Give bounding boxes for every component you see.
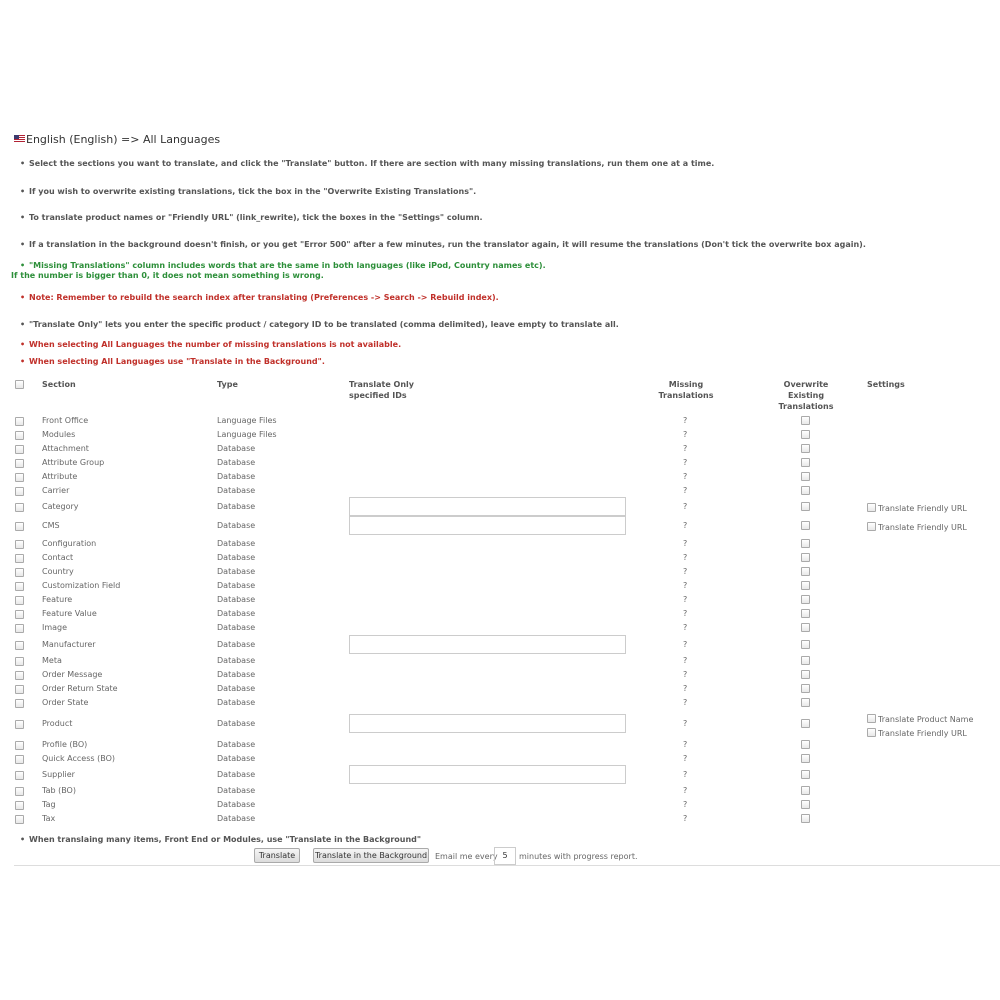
translate-only-ids-input[interactable]: [349, 516, 626, 535]
instruction-text: Note: Remember to rebuild the search index after translating (Preferences -> Search -> Rebuild index).: [29, 293, 499, 302]
row-select-checkbox[interactable]: [15, 624, 24, 633]
section-type: Database: [217, 770, 256, 779]
section-name: Front Office: [42, 416, 89, 425]
section-type: Database: [217, 786, 256, 795]
setting-label: Translate Product Name: [878, 715, 974, 724]
missing-count: ?: [683, 581, 688, 590]
section-name: Tag: [42, 800, 56, 809]
header-translate-only: Translate Only specified IDs: [349, 380, 415, 400]
section-name: Attribute Group: [42, 458, 105, 467]
section-name: Order State: [42, 698, 89, 707]
overwrite-checkbox[interactable]: [801, 770, 810, 779]
row-select-checkbox[interactable]: [15, 657, 24, 666]
overwrite-checkbox[interactable]: [801, 430, 810, 439]
header-settings: Settings: [867, 380, 905, 389]
setting-checkbox[interactable]: [867, 522, 876, 531]
section-type: Database: [217, 567, 256, 576]
translate-only-ids-input[interactable]: [349, 714, 626, 733]
row-select-checkbox[interactable]: [15, 671, 24, 680]
section-type: Database: [217, 698, 256, 707]
row-select-checkbox[interactable]: [15, 582, 24, 591]
bullet: •: [20, 213, 26, 222]
overwrite-checkbox[interactable]: [801, 458, 810, 467]
overwrite-checkbox[interactable]: [801, 640, 810, 649]
section-type: Database: [217, 539, 256, 548]
setting-label: Translate Friendly URL: [878, 729, 967, 738]
row-select-checkbox[interactable]: [15, 787, 24, 796]
missing-count: ?: [683, 800, 688, 809]
overwrite-checkbox[interactable]: [801, 814, 810, 823]
overwrite-checkbox[interactable]: [801, 670, 810, 679]
row-select-checkbox[interactable]: [15, 431, 24, 440]
bullet: •: [20, 293, 26, 302]
bullet: •: [20, 187, 26, 196]
overwrite-checkbox[interactable]: [801, 502, 810, 511]
row-select-checkbox[interactable]: [15, 741, 24, 750]
row-select-checkbox[interactable]: [15, 445, 24, 454]
missing-count: ?: [683, 670, 688, 679]
missing-count: ?: [683, 754, 688, 763]
section-type: Database: [217, 754, 256, 763]
section-type: Database: [217, 521, 256, 530]
instruction-text: To translate product names or "Friendly URL" (link_rewrite), tick the boxes in the "Settings" column.: [29, 213, 483, 222]
overwrite-checkbox[interactable]: [801, 656, 810, 665]
instruction-note: [20, 340, 401, 349]
instruction-note: [20, 159, 714, 168]
missing-count: ?: [683, 502, 688, 511]
missing-count: ?: [683, 698, 688, 707]
email-interval-input[interactable]: 5: [494, 847, 516, 865]
bullet: •: [20, 159, 26, 168]
setting-label: Translate Friendly URL: [878, 523, 967, 532]
instruction-text: "Missing Translations" column includes words that are the same in both languages (like iPod, Country names etc).: [29, 261, 546, 270]
header-type: Type: [217, 380, 238, 389]
section-name: Manufacturer: [42, 640, 96, 649]
overwrite-checkbox[interactable]: [801, 800, 810, 809]
header-overwrite: Overwrite Existing Translations: [778, 380, 834, 411]
section-type: Database: [217, 595, 256, 604]
instruction-text-line2: If the number is bigger than 0, it does not mean something is wrong.: [11, 271, 324, 280]
section-name: Contact: [42, 553, 74, 562]
translate-button[interactable]: Translate: [254, 848, 300, 863]
section-type: Database: [217, 553, 256, 562]
row-select-checkbox[interactable]: [15, 522, 24, 531]
instruction-note: [20, 320, 619, 329]
section-type: Database: [217, 814, 256, 823]
overwrite-checkbox[interactable]: [801, 698, 810, 707]
overwrite-checkbox[interactable]: [801, 444, 810, 453]
section-type: Database: [217, 719, 256, 728]
instruction-note: [20, 213, 483, 222]
section-name: Supplier: [42, 770, 75, 779]
section-type: Database: [217, 472, 256, 481]
row-select-checkbox[interactable]: [15, 554, 24, 563]
row-select-checkbox[interactable]: [15, 610, 24, 619]
section-type: Database: [217, 609, 256, 618]
section-type: Database: [217, 444, 256, 453]
missing-count: ?: [683, 567, 688, 576]
row-select-checkbox[interactable]: [15, 685, 24, 694]
overwrite-checkbox[interactable]: [801, 786, 810, 795]
section-name: Customization Field: [42, 581, 121, 590]
translate-only-ids-input[interactable]: [349, 635, 626, 654]
section-type: Database: [217, 458, 256, 467]
instruction-text: When selecting All Languages use "Translate in the Background".: [29, 357, 325, 366]
section-type: Language Files: [217, 430, 277, 439]
setting-label: Translate Friendly URL: [878, 504, 967, 513]
instruction-note: [11, 261, 546, 280]
section-type: Language Files: [217, 416, 277, 425]
missing-count: ?: [683, 595, 688, 604]
missing-count: ?: [683, 458, 688, 467]
section-name: Attachment: [42, 444, 89, 453]
row-select-checkbox[interactable]: [15, 473, 24, 482]
section-name: Image: [42, 623, 68, 632]
overwrite-checkbox[interactable]: [801, 754, 810, 763]
row-select-checkbox[interactable]: [15, 755, 24, 764]
instruction-note: [20, 187, 476, 196]
section-type: Database: [217, 502, 256, 511]
email-suffix-label: minutes with progress report.: [519, 852, 638, 861]
page-title: English (English) => All Languages: [14, 133, 220, 146]
missing-count: ?: [683, 656, 688, 665]
missing-count: ?: [683, 640, 688, 649]
missing-count: ?: [683, 814, 688, 823]
missing-count: ?: [683, 553, 688, 562]
overwrite-checkbox[interactable]: [801, 472, 810, 481]
row-select-checkbox[interactable]: [15, 540, 24, 549]
setting-checkbox[interactable]: [867, 503, 876, 512]
instruction-note: [20, 357, 325, 366]
row-select-checkbox[interactable]: [15, 699, 24, 708]
overwrite-checkbox[interactable]: [801, 609, 810, 618]
overwrite-checkbox[interactable]: [801, 416, 810, 425]
row-select-checkbox[interactable]: [15, 720, 24, 729]
overwrite-checkbox[interactable]: [801, 567, 810, 576]
section-name: Country: [42, 567, 74, 576]
translate-only-ids-input[interactable]: [349, 765, 626, 784]
overwrite-checkbox[interactable]: [801, 719, 810, 728]
bottom-divider: [14, 865, 1000, 866]
select-all-checkbox[interactable]: [15, 380, 24, 389]
row-select-checkbox[interactable]: [15, 801, 24, 810]
setting-checkbox[interactable]: [867, 728, 876, 737]
section-name: Tab (BO): [42, 786, 76, 795]
section-name: Tax: [42, 814, 56, 823]
section-name: Product: [42, 719, 73, 728]
missing-count: ?: [683, 416, 688, 425]
section-type: Database: [217, 581, 256, 590]
section-type: Database: [217, 623, 256, 632]
overwrite-checkbox[interactable]: [801, 623, 810, 632]
missing-count: ?: [683, 786, 688, 795]
overwrite-checkbox[interactable]: [801, 521, 810, 530]
instruction-text: Select the sections you want to translate, and click the "Translate" button. If there are section with many missing translations, run them one at a time.: [29, 159, 715, 168]
instruction-text: If you wish to overwrite existing translations, tick the box in the "Overwrite Existing Translations".: [29, 187, 477, 196]
row-select-checkbox[interactable]: [15, 417, 24, 426]
overwrite-checkbox[interactable]: [801, 595, 810, 604]
section-type: Database: [217, 640, 256, 649]
instruction-note: [20, 240, 866, 249]
section-name: Order Message: [42, 670, 103, 679]
missing-count: ?: [683, 430, 688, 439]
section-type: Database: [217, 656, 256, 665]
section-name: Feature Value: [42, 609, 97, 618]
overwrite-checkbox[interactable]: [801, 684, 810, 693]
section-name: Attribute: [42, 472, 78, 481]
overwrite-checkbox[interactable]: [801, 581, 810, 590]
bullet: •: [20, 357, 26, 366]
missing-count: ?: [683, 770, 688, 779]
bullet: •: [20, 340, 26, 349]
missing-count: ?: [683, 521, 688, 530]
row-select-checkbox[interactable]: [15, 641, 24, 650]
missing-count: ?: [683, 684, 688, 693]
overwrite-checkbox[interactable]: [801, 486, 810, 495]
row-select-checkbox[interactable]: [15, 568, 24, 577]
instruction-text: If a translation in the background doesn't finish, or you get "Error 500" after a few minutes, run the translator again, it will resume the translations (Don't tick the overwrite box again).: [29, 240, 866, 249]
row-select-checkbox[interactable]: [15, 815, 24, 824]
section-name: Quick Access (BO): [42, 754, 115, 763]
row-select-checkbox[interactable]: [15, 771, 24, 780]
section-type: Database: [217, 800, 256, 809]
header-missing-translations: Missing Translations: [658, 380, 714, 400]
missing-count: ?: [683, 486, 688, 495]
missing-count: ?: [683, 444, 688, 453]
section-type: Database: [217, 684, 256, 693]
header-section: Section: [42, 380, 76, 389]
missing-count: ?: [683, 719, 688, 728]
section-name: Category: [42, 502, 79, 511]
missing-count: ?: [683, 609, 688, 618]
email-prefix-label: Email me every: [435, 852, 498, 861]
missing-count: ?: [683, 539, 688, 548]
section-type: Database: [217, 486, 256, 495]
translate-background-button[interactable]: Translate in the Background: [313, 848, 429, 863]
overwrite-checkbox[interactable]: [801, 539, 810, 548]
section-name: Modules: [42, 430, 76, 439]
setting-checkbox[interactable]: [867, 714, 876, 723]
row-select-checkbox[interactable]: [15, 596, 24, 605]
row-select-checkbox[interactable]: [15, 459, 24, 468]
section-type: Database: [217, 740, 256, 749]
section-name: Carrier: [42, 486, 70, 495]
section-name: Configuration: [42, 539, 97, 548]
row-select-checkbox[interactable]: [15, 503, 24, 512]
instruction-text: When selecting All Languages the number of missing translations is not available.: [29, 340, 402, 349]
overwrite-checkbox[interactable]: [801, 553, 810, 562]
missing-count: ?: [683, 623, 688, 632]
bullet: •: [20, 240, 26, 249]
footer-note: • When translaing many items, Front End or Modules, use "Translate in the Background": [20, 835, 422, 844]
overwrite-checkbox[interactable]: [801, 740, 810, 749]
us-flag-icon: [14, 135, 25, 142]
section-name: Feature: [42, 595, 73, 604]
missing-count: ?: [683, 472, 688, 481]
section-type: Database: [217, 670, 256, 679]
instruction-text: "Translate Only" lets you enter the specific product / category ID to be translated (comma delimited), leave empty to translate all.: [29, 320, 619, 329]
instruction-note: [20, 293, 499, 302]
bullet: •: [20, 320, 26, 329]
section-name: CMS: [42, 521, 60, 530]
missing-count: ?: [683, 740, 688, 749]
section-name: Profile (BO): [42, 740, 88, 749]
section-name: Order Return State: [42, 684, 118, 693]
section-name: Meta: [42, 656, 62, 665]
translate-only-ids-input[interactable]: [349, 497, 626, 516]
bullet: •: [20, 261, 26, 270]
row-select-checkbox[interactable]: [15, 487, 24, 496]
